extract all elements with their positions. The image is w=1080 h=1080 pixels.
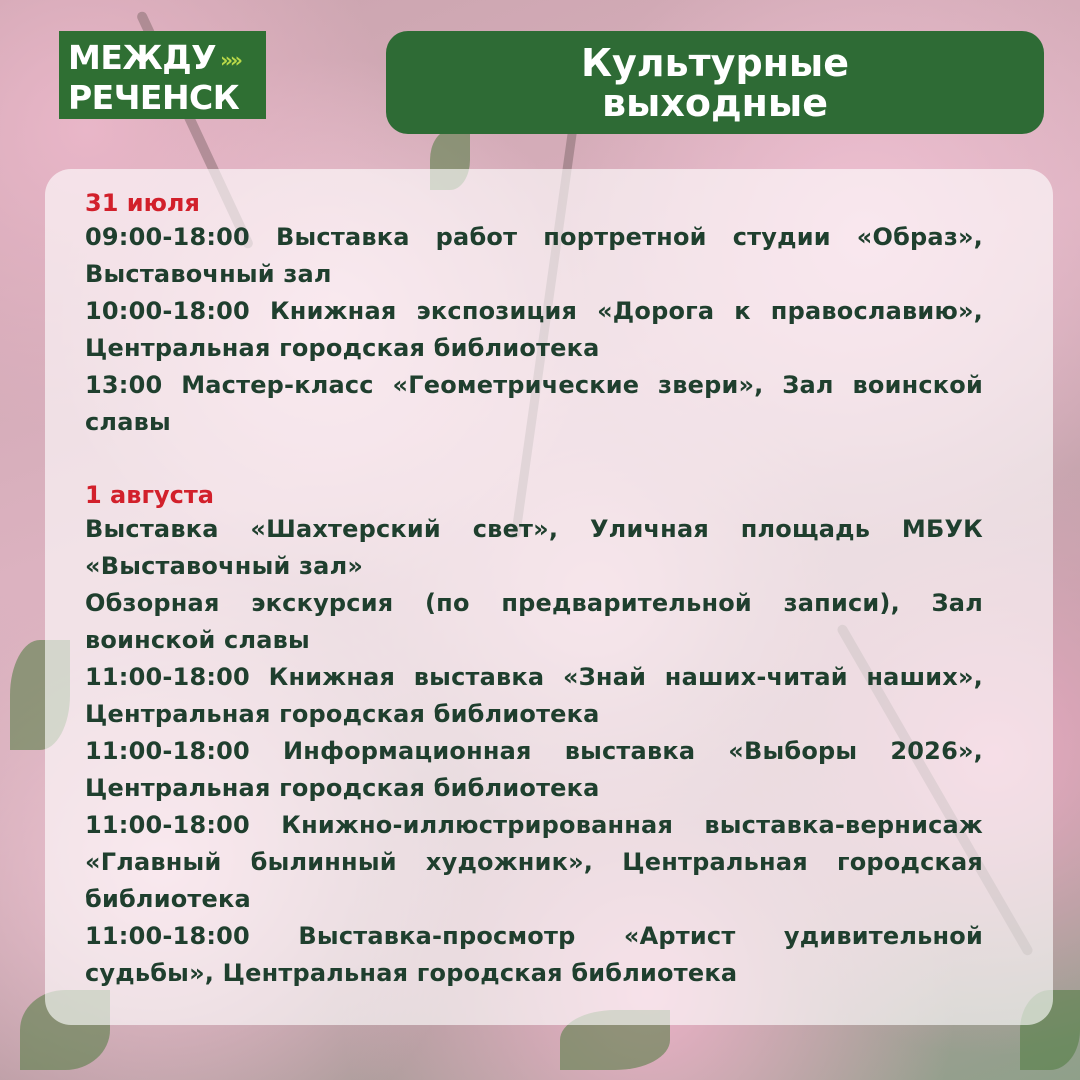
event-item: 13:00 Мастер-класс «Геометрические звери», Зал воинской славы [85, 371, 983, 436]
logo-arrows-icon: »» [220, 47, 240, 72]
schedule-card [45, 169, 1053, 1025]
day-date: 31 июля [85, 189, 200, 217]
event-item: Обзорная экскурсия (по предварительной записи), Зал воинской славы [85, 589, 983, 654]
event-item: 10:00-18:00 Книжная экспозиция «Дорога к православию», Центральная городская библиотека [85, 297, 983, 362]
event-item: 11:00-18:00 Информационная выставка «Выборы 2026», Центральная городская библиотека [85, 737, 983, 802]
section-spacer [85, 441, 983, 479]
event-item: Выставка «Шахтерский свет», Уличная площадь МБУК «Выставочный зал» [85, 515, 983, 580]
event-item: 09:00-18:00 Выставка работ портретной студии «Образ», Выставочный зал [85, 223, 983, 288]
event-item: 11:00-18:00 Выставка-просмотр «Артист удивительной судьбы», Центральная городская библиотека [85, 922, 983, 987]
event-item: 11:00-18:00 Книжная выставка «Знай наших-читай наших», Центральная городская библиотека [85, 663, 983, 728]
logo-line2: РЕЧЕНСК [68, 77, 240, 117]
logo-line1: МЕЖДУ [68, 38, 217, 77]
page-title: Культурные выходные [580, 40, 850, 125]
header-banner [386, 31, 1044, 134]
day-date: 1 августа [85, 481, 214, 509]
event-item: 11:00-18:00 Книжно-иллюстрированная выставка-вернисаж «Главный былинный художник», Центральная городская библиотека [85, 811, 983, 913]
city-logo [59, 31, 266, 119]
